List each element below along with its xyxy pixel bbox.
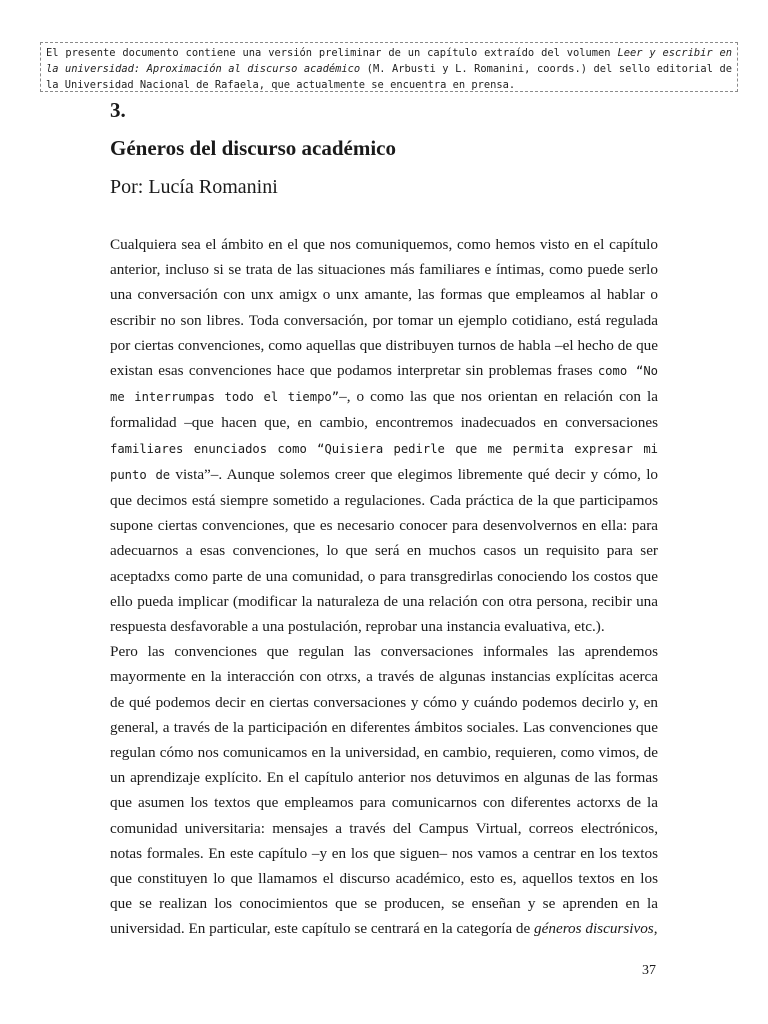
paragraph-1: Cualquiera sea el ámbito en el que nos comuniquemos, como hemos visto en el capítulo anterior, incluso si se trata de las situaciones más familiares e íntimas, como puede serlo una conversación con unx amigx o unx amante, las formas que empleamos al hablar o escribir no son libres. Toda conversación, por tomar un ejemplo cotidiano, está regulada por ciertas convenciones, como aquellas que distribuyen turnos de habla –el hecho de que existan esas convenciones hace que podamos interpretar sin problemas frases como “No me interrumpas todo el tiempo”–, o como las que nos orientan en relación con la formalidad –que hacen que, en cambio, encontremos inadecuados en conversaciones familiares enunciados como “Quisiera pedirle que me permita expresar mi punto de vista”–. Aunque solemos creer que elegimos libremente qué decir y cómo, lo que decimos está siempre sometido a regulaciones. Cada práctica de la que participamos supone ciertas convenciones, que es necesario conocer para desenvolvernos en ella: para adecuarnos a esas convenciones, lo que será en muchos casos un requisito para ser aceptadxs como parte de una comunidad, o para transgredirlas conociendo los costos que ello pueda implicar (modificar la naturaleza de una relación con otra persona, recibir una respuesta desfavorable a una postulación, reprobar una instancia evaluativa, etc.). [110,236,659,636]
chapter-number: 3. [110,98,126,122]
chapter-author: Por: Lucía Romanini [110,176,278,198]
preliminary-version-notice [40,42,738,92]
chapter-title: Géneros del discurso académico [110,136,397,160]
term-generos-discursivos: géneros discursivos [534,920,654,938]
chapter-body [110,232,658,942]
example-quote-interruption: como “No me interrumpas todo el tiempo” [110,364,658,405]
notice-text-end: (M. Arbusti y L. Romanini, coords.) del sello editorial de la Universidad Nacional de Rafaela, que actualmente se encuentra en prensa. [46,63,732,91]
notice-book-title: Leer y escribir en la universidad: Aproximación al discurso académico [46,47,733,75]
notice-text-start: El presente documento contiene una versión preliminar de un capítulo extraído del volumen [46,47,618,59]
paragraph-2: Pero las convenciones que regulan las conversaciones informales las aprendemos mayormente en la interacción con otrxs, a través de algunas instancias explícitas acerca de qué podemos decir en ciertas conversaciones y cómo y cuándo podemos decirlo y, en general, a través de la participación en diferentes ámbitos sociales. Las convenciones que regulan cómo nos comunicamos en la universidad, en cambio, requieren, como vimos, de un aprendizaje explícito. En el capítulo anterior nos detuvimos en algunas de las formas que asumen los textos que empleamos para comunicarnos con diferentes actorxs de la comunidad universitaria: mensajes a través del Campus Virtual, correos electrónicos, notas formales. En este capítulo –y en los que siguen– nos vamos a centrar en los textos que constituyen lo que llamamos el discurso académico, esto es, aquellos textos en los que se realizan los conocimientos que se producen, se enseñan y se aprenden en la universidad. En particular, este capítulo se centrará en la categoría de géneros discursivos, [110,643,658,938]
example-quote-formal: familiares enunciados como “Quisiera pedirle que me permita expresar mi punto de [110,441,658,482]
page-number: 37 [642,963,656,978]
